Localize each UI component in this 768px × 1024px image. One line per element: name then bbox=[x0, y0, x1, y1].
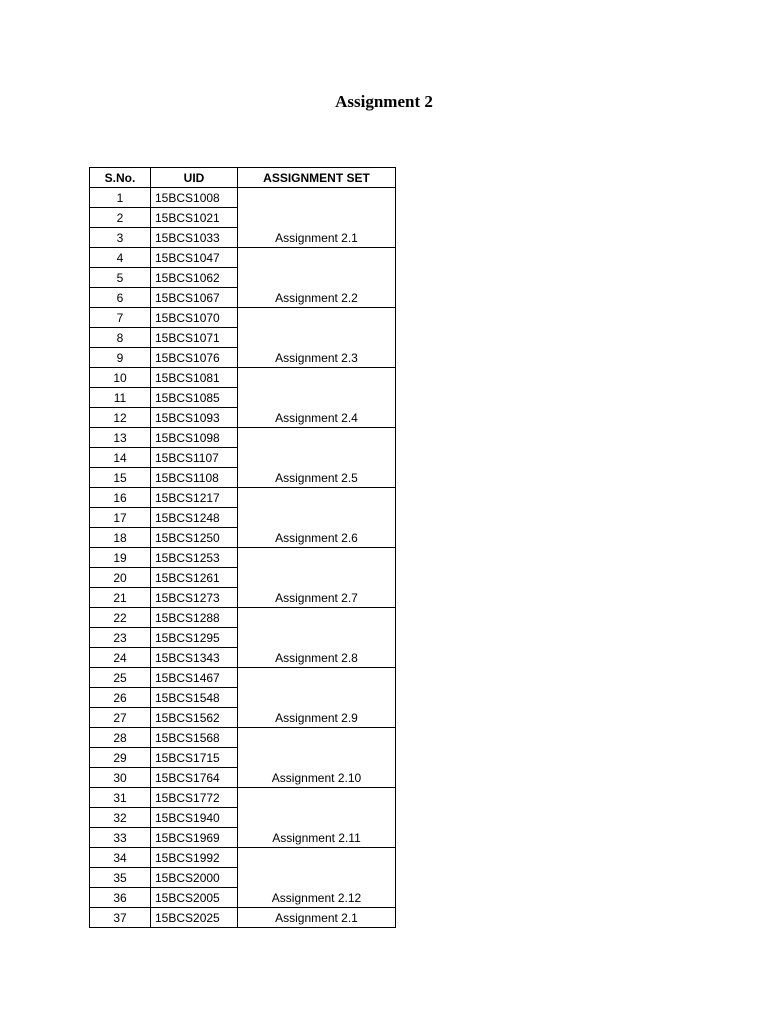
cell-uid: 15BCS1568 bbox=[151, 728, 238, 748]
cell-uid: 15BCS1093 bbox=[151, 408, 238, 428]
cell-uid: 15BCS1062 bbox=[151, 268, 238, 288]
cell-sno: 23 bbox=[90, 628, 151, 648]
cell-assignment-set: Assignment 2.1 bbox=[238, 908, 396, 928]
cell-uid: 15BCS1098 bbox=[151, 428, 238, 448]
cell-uid: 15BCS1940 bbox=[151, 808, 238, 828]
cell-sno: 25 bbox=[90, 668, 151, 688]
cell-sno: 12 bbox=[90, 408, 151, 428]
cell-sno: 33 bbox=[90, 828, 151, 848]
table-row bbox=[90, 608, 396, 628]
cell-sno: 16 bbox=[90, 488, 151, 508]
cell-uid: 15BCS1067 bbox=[151, 288, 238, 308]
cell-uid: 15BCS1288 bbox=[151, 608, 238, 628]
table-row bbox=[90, 428, 396, 448]
cell-uid: 15BCS1273 bbox=[151, 588, 238, 608]
cell-sno: 36 bbox=[90, 888, 151, 908]
cell-uid: 15BCS1772 bbox=[151, 788, 238, 808]
table-row bbox=[90, 848, 396, 868]
cell-uid: 15BCS1107 bbox=[151, 448, 238, 468]
cell-assignment-set: Assignment 2.10 bbox=[238, 728, 396, 788]
cell-assignment-set: Assignment 2.1 bbox=[238, 188, 396, 248]
table-row bbox=[90, 248, 396, 268]
cell-uid: 15BCS1250 bbox=[151, 528, 238, 548]
cell-sno: 17 bbox=[90, 508, 151, 528]
cell-uid: 15BCS1033 bbox=[151, 228, 238, 248]
cell-sno: 15 bbox=[90, 468, 151, 488]
cell-sno: 26 bbox=[90, 688, 151, 708]
cell-uid: 15BCS1021 bbox=[151, 208, 238, 228]
cell-assignment-set: Assignment 2.4 bbox=[238, 368, 396, 428]
cell-sno: 4 bbox=[90, 248, 151, 268]
cell-sno: 34 bbox=[90, 848, 151, 868]
cell-sno: 10 bbox=[90, 368, 151, 388]
header-sno: S.No. bbox=[90, 168, 151, 188]
cell-sno: 1 bbox=[90, 188, 151, 208]
cell-assignment-set: Assignment 2.3 bbox=[238, 308, 396, 368]
cell-uid: 15BCS1071 bbox=[151, 328, 238, 348]
cell-uid: 15BCS1715 bbox=[151, 748, 238, 768]
cell-sno: 11 bbox=[90, 388, 151, 408]
cell-uid: 15BCS1217 bbox=[151, 488, 238, 508]
table-body bbox=[90, 188, 396, 928]
cell-sno: 20 bbox=[90, 568, 151, 588]
cell-sno: 21 bbox=[90, 588, 151, 608]
cell-uid: 15BCS1969 bbox=[151, 828, 238, 848]
cell-sno: 28 bbox=[90, 728, 151, 748]
cell-sno: 7 bbox=[90, 308, 151, 328]
cell-sno: 5 bbox=[90, 268, 151, 288]
table-header-row bbox=[90, 168, 396, 188]
cell-uid: 15BCS1295 bbox=[151, 628, 238, 648]
cell-uid: 15BCS1343 bbox=[151, 648, 238, 668]
cell-sno: 31 bbox=[90, 788, 151, 808]
table-row bbox=[90, 728, 396, 748]
cell-sno: 32 bbox=[90, 808, 151, 828]
page-title: Assignment 2 bbox=[335, 92, 433, 111]
cell-sno: 27 bbox=[90, 708, 151, 728]
cell-uid: 15BCS1108 bbox=[151, 468, 238, 488]
cell-sno: 14 bbox=[90, 448, 151, 468]
cell-uid: 15BCS1261 bbox=[151, 568, 238, 588]
cell-sno: 8 bbox=[90, 328, 151, 348]
cell-uid: 15BCS1562 bbox=[151, 708, 238, 728]
cell-uid: 15BCS2005 bbox=[151, 888, 238, 908]
cell-sno: 9 bbox=[90, 348, 151, 368]
cell-sno: 2 bbox=[90, 208, 151, 228]
cell-uid: 15BCS1081 bbox=[151, 368, 238, 388]
assignment-table bbox=[89, 167, 396, 928]
cell-sno: 19 bbox=[90, 548, 151, 568]
cell-assignment-set: Assignment 2.2 bbox=[238, 248, 396, 308]
cell-sno: 6 bbox=[90, 288, 151, 308]
cell-sno: 13 bbox=[90, 428, 151, 448]
cell-uid: 15BCS1085 bbox=[151, 388, 238, 408]
table-row bbox=[90, 548, 396, 568]
cell-uid: 15BCS1548 bbox=[151, 688, 238, 708]
cell-sno: 29 bbox=[90, 748, 151, 768]
cell-assignment-set: Assignment 2.7 bbox=[238, 548, 396, 608]
cell-uid: 15BCS2025 bbox=[151, 908, 238, 928]
table-row bbox=[90, 368, 396, 388]
table-row bbox=[90, 188, 396, 208]
cell-sno: 24 bbox=[90, 648, 151, 668]
cell-sno: 37 bbox=[90, 908, 151, 928]
cell-sno: 22 bbox=[90, 608, 151, 628]
table-row bbox=[90, 308, 396, 328]
cell-uid: 15BCS1047 bbox=[151, 248, 238, 268]
header-assignment-set: ASSIGNMENT SET bbox=[238, 168, 396, 188]
cell-assignment-set: Assignment 2.5 bbox=[238, 428, 396, 488]
cell-uid: 15BCS1764 bbox=[151, 768, 238, 788]
cell-assignment-set: Assignment 2.11 bbox=[238, 788, 396, 848]
cell-sno: 18 bbox=[90, 528, 151, 548]
cell-uid: 15BCS1248 bbox=[151, 508, 238, 528]
cell-uid: 15BCS1070 bbox=[151, 308, 238, 328]
table-row bbox=[90, 788, 396, 808]
header-uid: UID bbox=[151, 168, 238, 188]
cell-uid: 15BCS1992 bbox=[151, 848, 238, 868]
table-row bbox=[90, 908, 396, 928]
cell-uid: 15BCS1008 bbox=[151, 188, 238, 208]
table-row bbox=[90, 668, 396, 688]
cell-assignment-set: Assignment 2.9 bbox=[238, 668, 396, 728]
cell-assignment-set: Assignment 2.6 bbox=[238, 488, 396, 548]
cell-uid: 15BCS1253 bbox=[151, 548, 238, 568]
cell-uid: 15BCS2000 bbox=[151, 868, 238, 888]
table-row bbox=[90, 488, 396, 508]
cell-sno: 35 bbox=[90, 868, 151, 888]
cell-sno: 3 bbox=[90, 228, 151, 248]
cell-assignment-set: Assignment 2.12 bbox=[238, 848, 396, 908]
cell-uid: 15BCS1467 bbox=[151, 668, 238, 688]
cell-uid: 15BCS1076 bbox=[151, 348, 238, 368]
cell-sno: 30 bbox=[90, 768, 151, 788]
cell-assignment-set: Assignment 2.8 bbox=[238, 608, 396, 668]
